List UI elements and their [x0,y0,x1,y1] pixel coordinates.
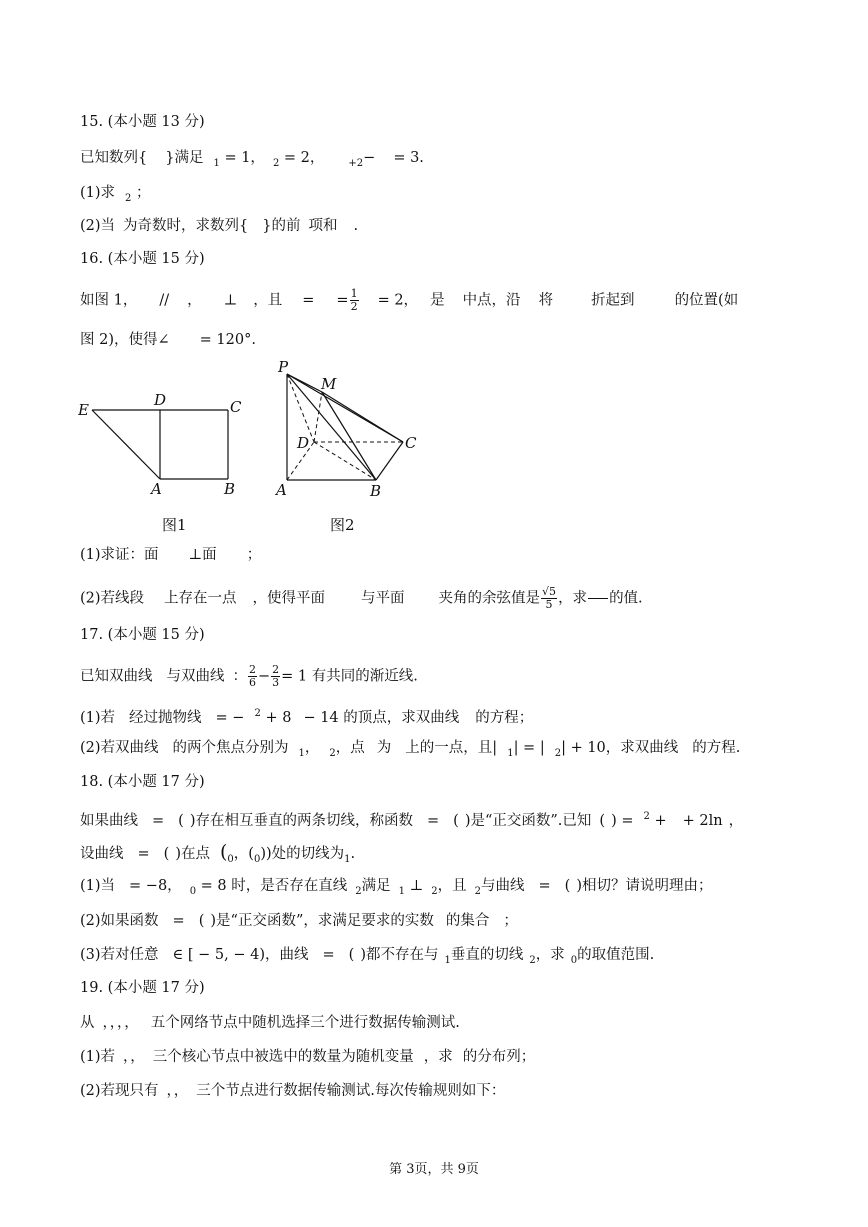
fig1-label-a: A [151,480,162,498]
q18-part3: (3)若对任意 ∈ [ − 5, − 4)，曲线 = ( )都不存在与 $_1$垂直的切线 $_2$，求 $_0$的取值范围. [80,947,655,966]
q18-title: 18. (本小题 17 分) [80,774,205,790]
fig2-label-p: P [278,358,289,376]
q18-stem-line2: 设曲线 = ( )在点 ($_0$，$(_0)$)处的切线为$_1$. [80,841,356,865]
q15-stem: 已知数列{ }满足 $_1$ = 1， $_2$ = 2， $_{+2}$− = 3. [80,150,424,169]
fig2-label-b: B [370,482,382,500]
q19-stem: 从 ，，，， 五个网络节点中随机选择三个进行数据传输测试. [80,1015,460,1031]
figure-1 [78,390,248,500]
q15-part2: (2)当 为奇数时，求数列{ }的前 项和 . [80,218,359,234]
fig2-label-a: A [276,481,287,499]
q15-part1: (1)求 $_2$ ； [80,185,151,204]
q18-stem-line1: 如果曲线 = ( )存在相互垂直的两条切线，称函数 = ( )是“正交函数”.已知 ( ) = $^2$ + + 2ln ， [80,811,744,829]
q18-part2: (2)如果函数 = ( )是“正交函数”，求满足要求的实数 的集合 ； [80,913,518,929]
q17-part2: (2)若双曲线 的两个焦点分别为 $_1$， $_2$，点 为 上的一点，且| $_1$| = | $_2$| + 10，求双曲线 的方程. [80,740,741,759]
figure-1-caption: 图1 [162,516,187,534]
q16-part1: (1)求证：面 ⊥面 ； [80,547,262,563]
q18-part1: (1)当 = −8， $_0$ = 8 时，是否存在直线 $_2$满足 $_1$ ⊥ $_2$，且 $_2$与曲线 = ( )相切？请说明理由； [80,878,713,897]
fig2-label-d: D [297,434,310,452]
q16-title: 16. (本小题 15 分) [80,251,205,267]
fig1-label-d: D [154,391,167,409]
q16-stem-line2: 图 2)，使得∠ = 120°. [80,332,256,348]
q17-part1: (1)若 经过抛物线 = − $^2$ + 8 − 14 的顶点，求双曲线 的方程； [80,708,534,726]
q16-stem-line1: 如图 1， // ， ⊥ ，且 = = $\frac{1}{2}$ = 2， 是 中点，沿 将 折起到 的位置(如 [80,287,739,313]
fig2-label-m: M [321,375,337,393]
figure-2-caption: 图2 [330,516,355,534]
fig1-label-c: C [230,398,242,416]
fraction-x2-over-6: $\frac{2}{6}$ [249,663,256,689]
q19-part1: (1)若 ，， 三个核心节点中被选中的数量为随机变量 ，求 的分布列； [80,1049,536,1065]
q15-title: 15. (本小题 13 分) [80,114,205,130]
q19-part2: (2)若现只有 ，， 三个节点进行数据传输测试.每次传输规则如下： [80,1083,506,1099]
q17-stem: 已知双曲线 与双曲线 ： $\frac{2}{6}$ − $\frac{2}{3}$ = 1 有共同的渐近线. [80,663,418,689]
q16-part2: (2)若线段 上存在一点 ，使得平面 与平面 夹角的余弦值是 $\frac{√5}{5}$ ，求 的值. [80,585,643,611]
fraction-sqrt5-over-5: $\frac{√5}{5}$ [542,585,557,611]
figure-2 [270,358,430,503]
q19-title: 19. (本小题 17 分) [80,980,205,996]
fig1-label-b: B [224,480,236,498]
fig2-label-c: C [405,434,417,452]
fraction-y2-over-3: $\frac{2}{3}$ [272,663,280,689]
page-footer: 第 3页，共 9页 [389,1162,479,1177]
fraction-one-half: $\frac{1}{2}$ [350,287,358,313]
q17-title: 17. (本小题 15 分) [80,627,205,643]
fig1-label-e: E [78,401,89,419]
fraction-ratio [588,586,608,611]
